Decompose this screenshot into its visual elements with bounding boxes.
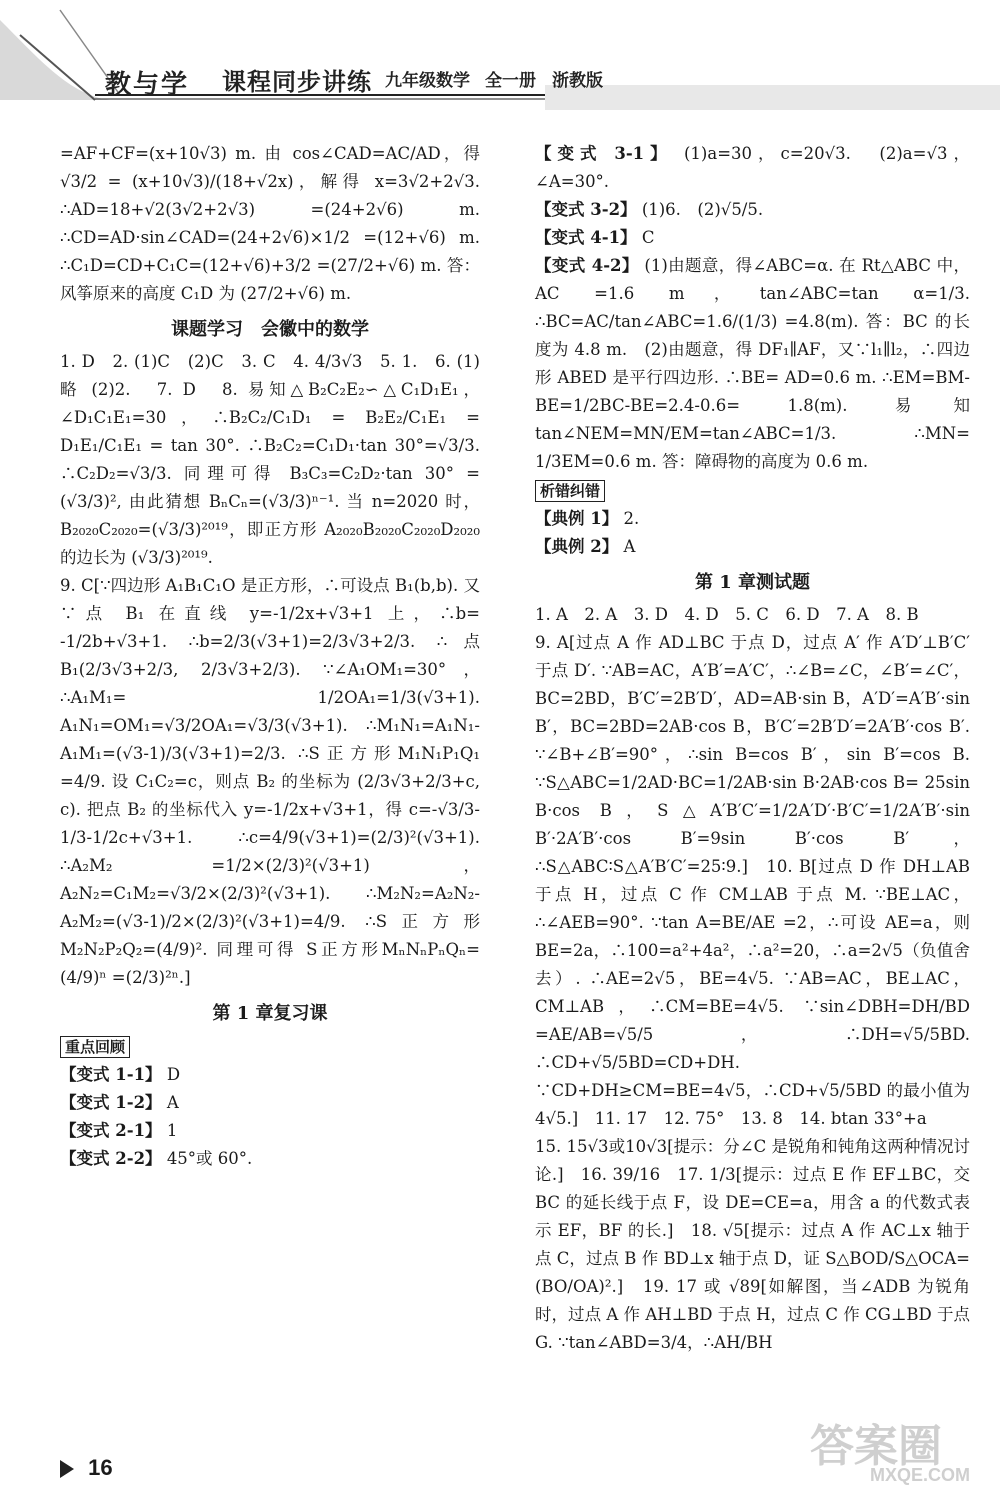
section-title-test: 第 1 章测试题: [694, 572, 811, 593]
example-row: 【典例 2】 A: [535, 537, 636, 556]
answer-row: 【变式 1-1】 D: [60, 1065, 181, 1084]
right-column: [535, 140, 970, 1357]
logo-text: 教与学: [105, 70, 190, 100]
continued-solution: =AF+CF=(x+10√3) m. 由 cos∠CAD=AC/AD，得√3/2 = (x+10√3)/(18+√2x)，解得 x=3√2+2√3. ∴AD=18+√2(3√2+2√3) =(24+2√6) m. ∴CD=AD·sin∠CAD=(24+2√6)×1/2 =(12+√6) m. ∴C₁D=CD+C₁C=(12+√6)+3/2 =(27/2+√6) m. 答：风筝原来的高度 C₁D 为 (27/2+√6) m.: [60, 144, 480, 303]
answer-row: 【变式 4-1】 C: [535, 228, 655, 247]
emblem-answers-2: 9. C[∵四边形 A₁B₁C₁O 是正方形，∴可设点 B₁(b,b). 又∵点 B₁ 在直线 y=-1/2x+√3+1 上，∴b= -1/2b+√3+1. ∴b=2/3(√3+1)=2/3√3+2/3. ∴点 B₁(2/3√3+2/3, 2/3√3+2/3). ∵∠A₁OM₁=30°，∴A₁M₁= 1/2OA₁=1/3(√3+1). A₁N₁=OM₁=√3/2OA₁=√3/3(√3+1). ∴M₁N₁=A₁N₁-A₁M₁=(√3-1)/3(√3+1)=2/3. ∴S正方形M₁N₁P₁Q₁ =4/9. 设 C₁C₂=c，则点 B₂ 的坐标为 (2/3√3+2/3+c, c). 把点 B₂ 的坐标代入 y=-1/2x+√3+1，得 c=-√3/3-1/3-1/2c+√3+1. ∴c=4/9(√3+1)=(2/3)²(√3+1). ∴A₂M₂ =1/2×(2/3)²(√3+1)，A₂N₂=C₁M₂=√3/2×(2/3)²(√3+1). ∴M₂N₂=A₂N₂-A₂M₂=(√3-1)/2×(2/3)²(√3+1)=4/9. ∴S正方形M₂N₂P₂Q₂=(4/9)². 同理可得 S正方形MₙNₙPₙQₙ=(4/9)ⁿ =(2/3)²ⁿ.]: [60, 576, 480, 987]
emblem-answers-1: 1. D 2. (1)C (2)C 3. C 4. 4/3√3 5. 1. 6. (1)略 (2)2. 7. D 8. 易知△B₂C₂E₂∽△C₁D₁E₁，∠D₁C₁E₁=30，∴B₂C₂/C₁D₁ = B₂E₂/C₁E₁ = D₁E₁/C₁E₁ = tan 30°. ∴B₂C₂=C₁D₁·tan 30°=√3/3. ∴C₂D₂=√3/3. 同理可得 B₃C₃=C₂D₂·tan 30° =(√3/3)², 由此猜想 BₙCₙ=(√3/3)ⁿ⁻¹. 当 n=2020 时，B₂₀₂₀C₂₀₂₀=(√3/3)²⁰¹⁹，即正方形 A₂₀₂₀B₂₀₂₀C₂₀₂₀D₂₀₂₀ 的边长为 (√3/3)²⁰¹⁹.: [60, 352, 480, 567]
page-footer: [60, 1455, 113, 1481]
grade-label: 九年级数学: [385, 71, 470, 91]
section-title-emblem: 课题学习 会徽中的数学: [171, 319, 369, 340]
tag-error-analysis: 析错纠错: [535, 480, 605, 502]
page-number: 16: [88, 1455, 113, 1480]
watermark-text: 答案圈: [810, 1422, 942, 1471]
tag-key-review: 重点回顾: [60, 1036, 130, 1058]
example-row: 【典例 1】 2.: [535, 509, 640, 528]
page-header: [0, 0, 1000, 110]
edition-label: 浙教版: [552, 71, 603, 91]
answer-row: 【变式 3-1】 (1)a=30，c=20√3. (2)a=√3，∠A=30°.: [535, 144, 970, 191]
answer-row: 【变式 4-2】 (1)由题意，得∠ABC=α. 在 Rt△ABC 中，AC =1.6 m，tan∠ABC=tan α=1/3. ∴BC=AC/tan∠ABC=1.6/(1/3) =4.8(m). 答：BC 的长度为 4.8 m. (2)由题意，得 DF₁∥AF，又∵l₁∥l₂，∴四边形 ABED 是平行四边形. ∴BE= AD=0.6 m. ∴EM=BM-BE=1/2BC-BE=2.4-0.6= 1.8(m). 易知 tan∠NEM=MN/EM=tan∠ABC=1/3. ∴MN= 1/3EM=0.6 m. 答：障碍物的高度为 0.6 m.: [535, 256, 970, 471]
answer-row: 【变式 3-2】 (1)6. (2)√5/5.: [535, 200, 764, 219]
series-title: 课程同步讲练: [222, 67, 372, 96]
arrow-right-icon: [60, 1460, 74, 1478]
watermark-url: MXQE.COM: [870, 1465, 971, 1485]
test-answers-2: 9. A[过点 A 作 AD⊥BC 于点 D，过点 A′ 作 A′D′⊥B′C′ 于点 D′. ∵AB=AC，A′B′=A′C′，∴∠B=∠C，∠B′=∠C′，BC=2BD，B′C′=2B′D′，AD=AB·sin B，A′D′=A′B′·sin B′，BC=2BD=2AB·cos B，B′C′=2B′D′=2A′B′·cos B′. ∵∠B+∠B′=90°，∴sin B=cos B′，sin B′=cos B. ∵S△ABC=1/2AD·BC=1/2AB·sin B·2AB·cos B= 25sin B·cos B，S△A′B′C′=1/2A′D′·B′C′=1/2A′B′·sin B′·2A′B′·cos B′=9sin B′·cos B′，∴S△ABC∶S△A′B′C′=25∶9.] 10. B[过点 D 作 DH⊥AB 于点 H，过点 C 作 CM⊥AB 于点 M. ∵BE⊥AC，∴∠AEB=90°. ∵tan A=BE/AE =2，∴可设 AE=a，则 BE=2a，∴100=a²+4a²，∴a²=20，∴a=2√5（负值舍去）. ∴AE=2√5，BE=4√5. ∵AB=AC，BE⊥AC，CM⊥AB，∴CM=BE=4√5. ∵sin∠DBH=DH/BD =AE/AB=√5/5，∴DH=√5/5BD. ∴CD+√5/5BD=CD+DH. ∵CD+DH≥CM=BE=4√5，∴CD+√5/5BD 的最小值为 4√5.] 11. 17 12. 75° 13. 8 14. btan 33°+a: [535, 633, 970, 1128]
test-answers-3: 15. 15√3或10√3[提示：分∠C 是锐角和钝角这两种情况讨论.] 16. 39/16 17. 1/3[提示：过点 E 作 EF⊥BC，交 BC 的延长线于点 F，设 DE=CE=a，用含 a 的代数式表示 EF，BF 的长.] 18. √5[提示：过点 A 作 AC⊥x 轴于点 C，过点 B 作 BD⊥x 轴于点 D，证 S△BOD/S△OCA=(BO/OA)².] 19. 17 或 √89[如解图，当∠ADB 为锐角时，过点 A 作 AH⊥BD 于点 H，过点 C 作 CG⊥BD 于点 G. ∵tan∠ABD=3/4，∴AH/BH: [535, 1137, 970, 1352]
volume-label: 全一册: [485, 71, 536, 91]
section-title-review: 第 1 章复习课: [212, 1003, 328, 1024]
watermark-logo: [810, 1410, 990, 1490]
answer-row: 【变式 2-1】 1: [60, 1121, 178, 1140]
left-column: [60, 140, 480, 1173]
answer-row: 【变式 2-2】 45°或 60°.: [60, 1149, 253, 1168]
answer-row: 【变式 1-2】 A: [60, 1093, 179, 1112]
test-answers-1: 1. A 2. A 3. D 4. D 5. C 6. D 7. A 8. B: [535, 605, 919, 624]
